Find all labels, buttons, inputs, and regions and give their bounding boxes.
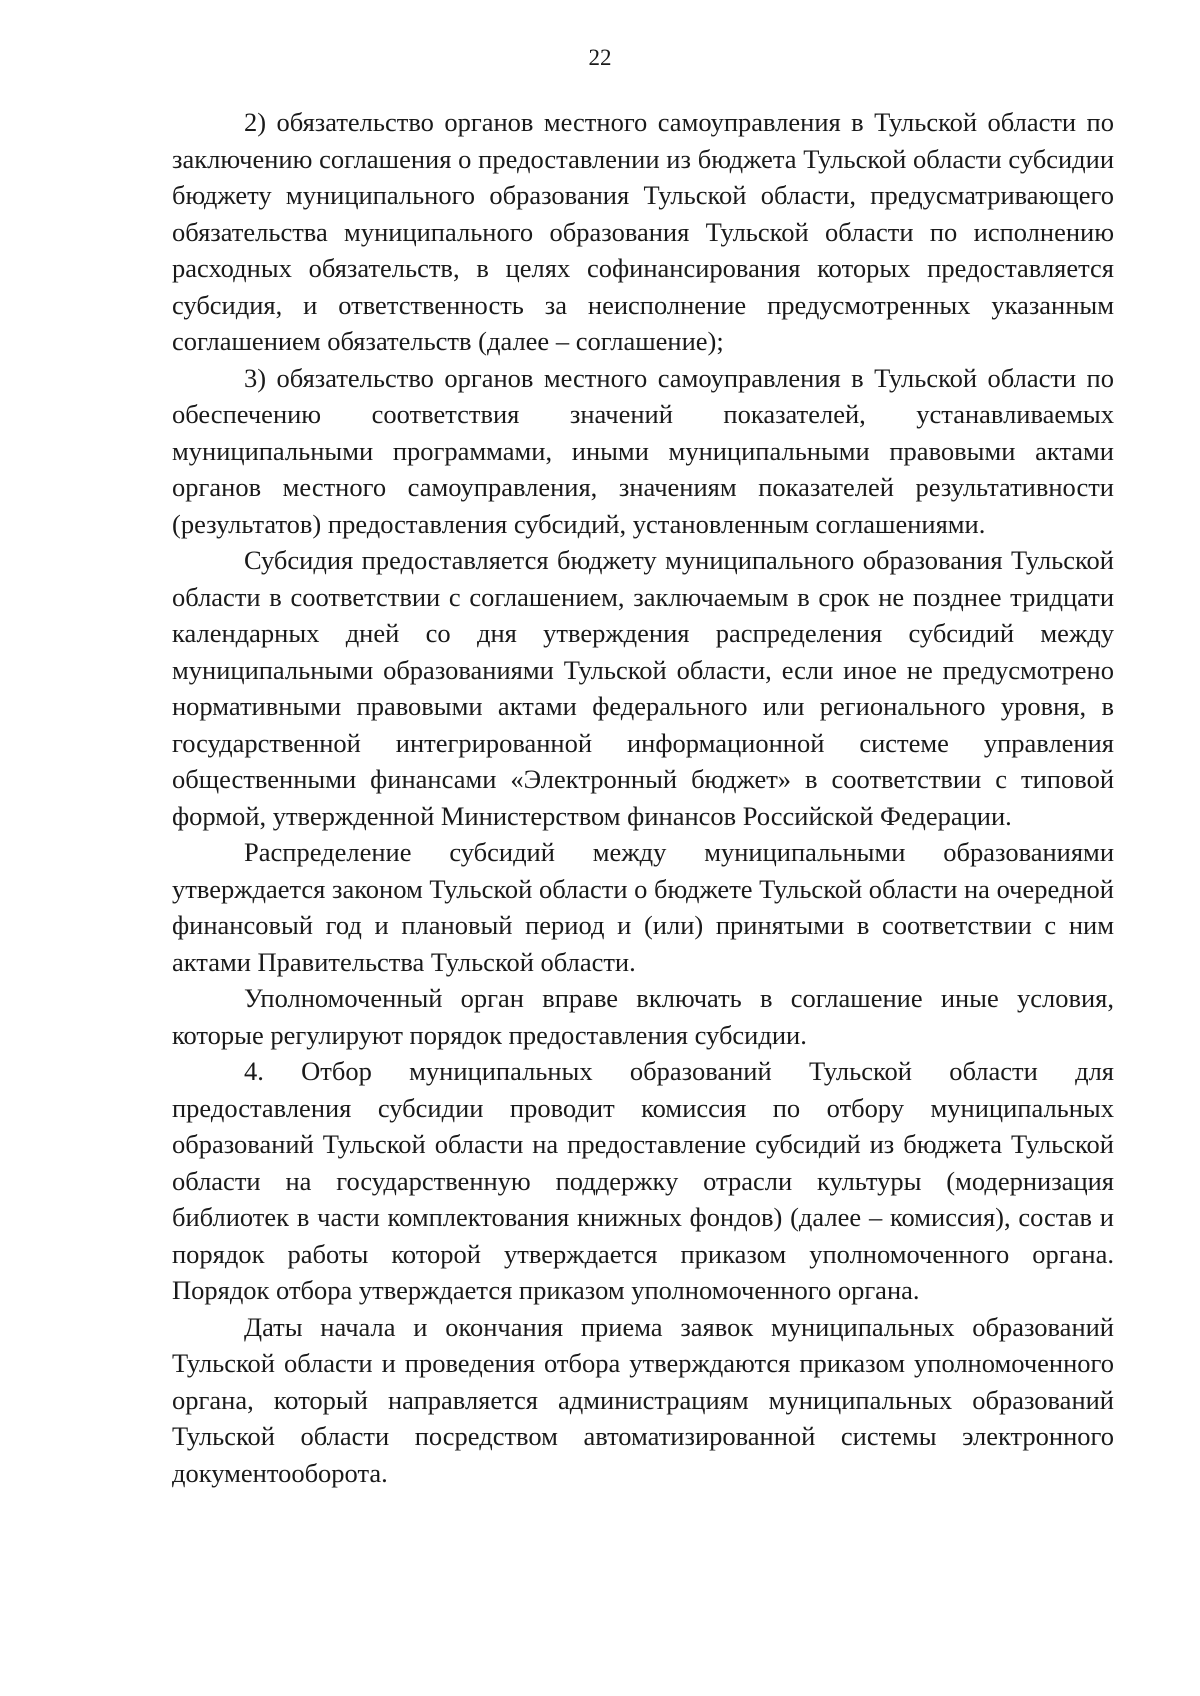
page-number: 22	[588, 45, 612, 70]
paragraph-item-3: 3) обязательство органов местного самоуправления в Тульской области по обеспечению соответствия значений показателей, устанавливаемых муниципальными программами, иными муниципальными правовыми актами органов местного самоуправления, значениям показателей результативности (результатов) предоставления субсидий, установленным соглашениями.	[172, 362, 1114, 539]
paragraph-item-4-selection: 4. Отбор муниципальных образований Тульской области для предоставления субсидии проводит комиссия по отбору муниципальных образований Тульской области на предоставление субсидий из бюджета Тульской области на государственную поддержку отрасли культуры (модернизация библиотек в части комплектования книжных фондов) (далее – комиссия), состав и порядок работы которой утверждается приказом уполномоченного органа. Порядок отбора утверждается приказом уполномоченного органа.	[172, 1056, 1114, 1305]
paragraph-authorized-body: Уполномоченный орган вправе включать в соглашение иные условия, которые регулируют порядок предоставления субсидии.	[172, 983, 1114, 1050]
paragraph-subsidy-agreement: Субсидия предоставляется бюджету муниципального образования Тульской области в соответствии с соглашением, заключаемым в срок не позднее тридцати календарных дней со дня утверждения распределения субсидий между муниципальными образованиями Тульской области, если иное не предусмотрено нормативными правовыми актами федерального или регионального уровня, в государственной интегрированной информационной системе управления общественными финансами «Электронный бюджет» в соответствии с типовой формой, утвержденной Министерством финансов Российской Федерации.	[172, 545, 1114, 831]
paragraph-subsidy-distribution: Распределение субсидий между муниципальными образованиями утверждается законом Тульской области о бюджете Тульской области на очередной финансовый год и плановый период и (или) принятыми в соответствии с ним актами Правительства Тульской области.	[172, 837, 1114, 977]
document-body	[172, 104, 1114, 1491]
paragraph-item-2: 2) обязательство органов местного самоуправления в Тульской области по заключению соглашения о предоставлении из бюджета Тульской области субсидии бюджету муниципального образования Тульской области, предусматривающего обязательства муниципального образования Тульской области по исполнению расходных обязательств, в целях софинансирования которых предоставляется субсидия, и ответственность за неисполнение предусмотренных указанным соглашением обязательств (далее – соглашение);	[172, 107, 1114, 356]
paragraph-application-dates: Даты начала и окончания приема заявок муниципальных образований Тульской области и проведения отбора утверждаются приказом уполномоченного органа, который направляется администрациям муниципальных образований Тульской области посредством автоматизированной системы электронного документооборота.	[172, 1311, 1114, 1488]
